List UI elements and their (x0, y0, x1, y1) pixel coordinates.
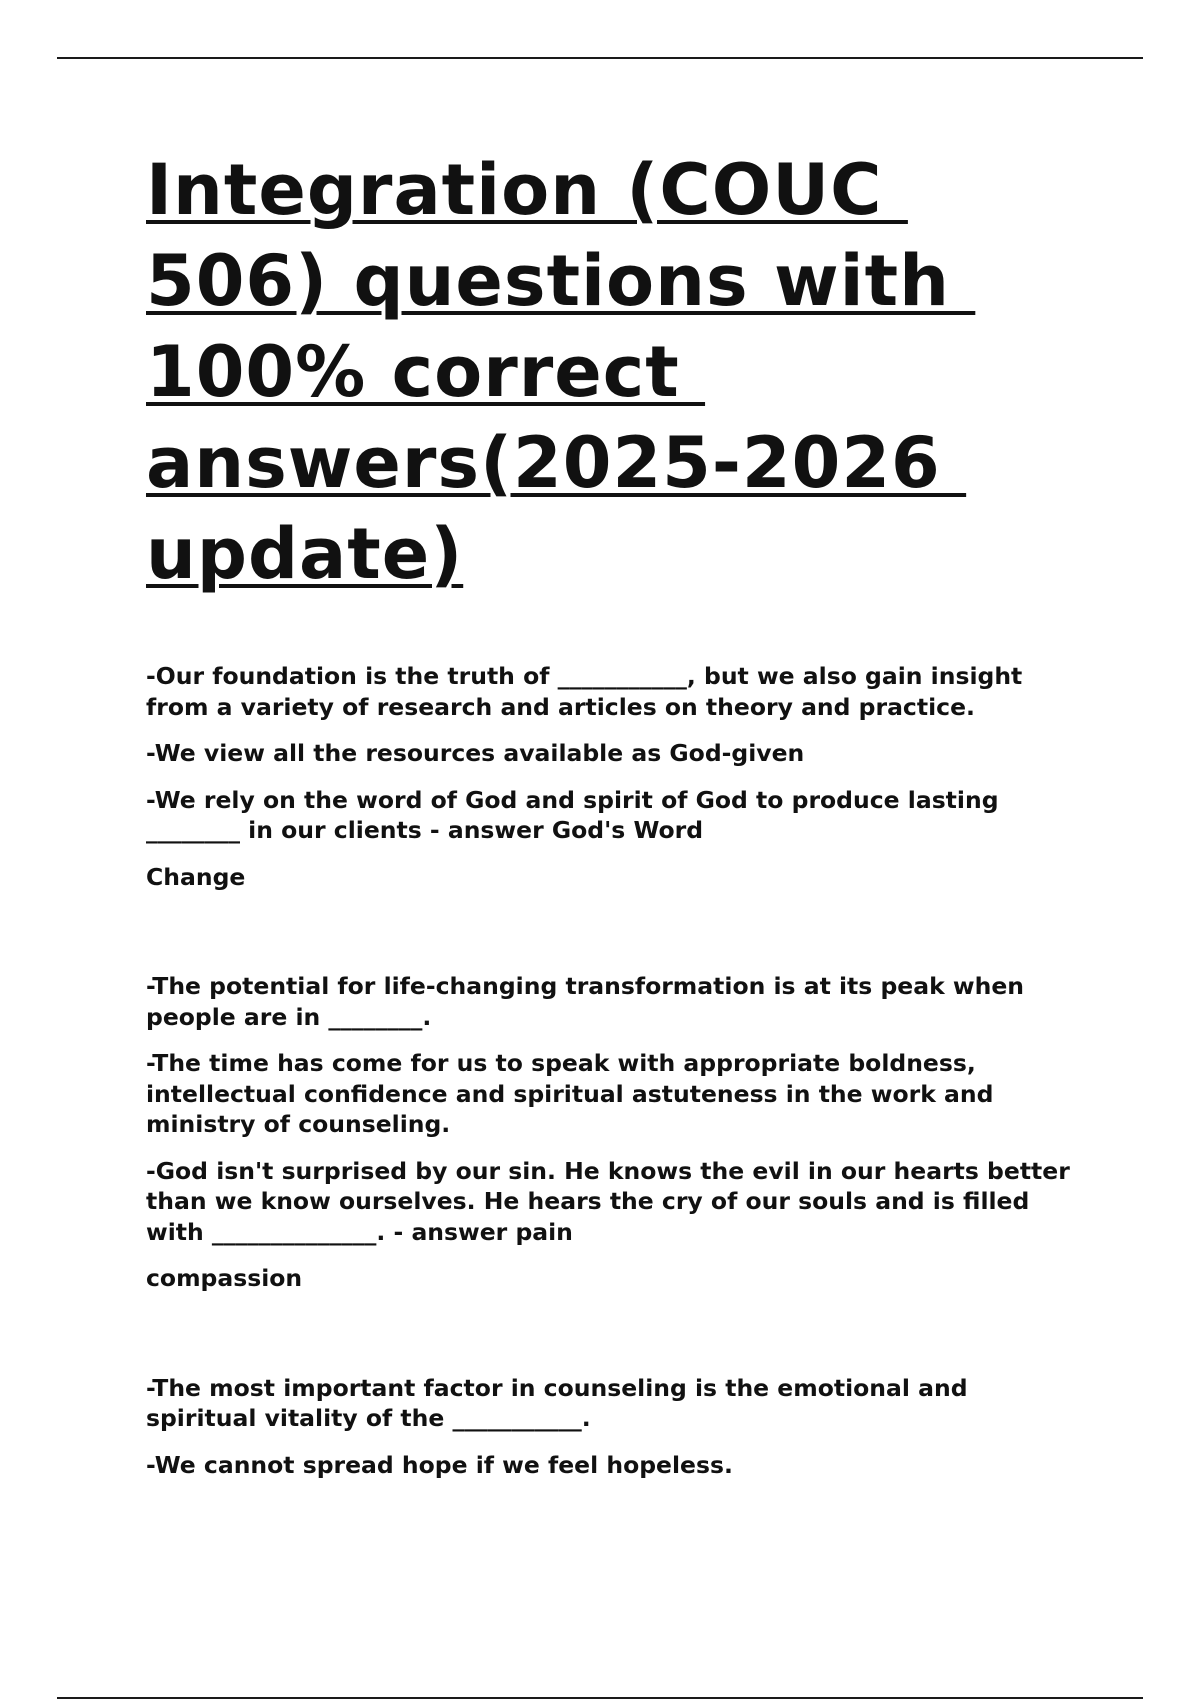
title-line: update) (146, 513, 464, 595)
block-spacer (146, 1310, 1086, 1373)
question-paragraph: -We rely on the word of God and spirit of God to produce lasting ________ in our clients - answer God's Word (146, 785, 999, 844)
bottom-rule (57, 1697, 1143, 1699)
title-line: answers(2025-2026 (146, 422, 967, 504)
page-title (146, 145, 1046, 600)
top-rule (57, 57, 1143, 59)
qa-block-3 (146, 1373, 1086, 1481)
answer-text: Change (146, 862, 246, 891)
title-line: 506) questions with (146, 240, 976, 322)
question-paragraph: -God isn't surprised by our sin. He knows the evil in our hearts better than we know ourselves. He hears the cry of our souls and is filled with ______________. - answer pain (146, 1156, 1070, 1246)
question-paragraph: -The time has come for us to speak with appropriate boldness, intellectual confidence and spiritual astuteness in the work and ministry of counseling. (146, 1049, 994, 1138)
block-spacer (146, 908, 1086, 971)
qa-block-1 (146, 661, 1086, 892)
question-paragraph: -Our foundation is the truth of ___________, but we also gain insight from a variety of research and articles on theory and practice. (146, 662, 1023, 721)
answer-text: compassion (146, 1264, 303, 1292)
question-paragraph: -The most important factor in counseling is the emotional and spiritual vitality of the ___________. (146, 1373, 968, 1432)
question-paragraph: -We view all the resources available as God-given (146, 739, 805, 767)
document-body (146, 661, 1086, 1496)
qa-block-2 (146, 971, 1086, 1294)
question-paragraph: -The potential for life-changing transformation is at its peak when people are in ________. (146, 972, 1024, 1031)
title-line: 100% correct (146, 331, 706, 413)
title-line: Integration (COUC (146, 149, 908, 231)
question-paragraph: -We cannot spread hope if we feel hopeless. (146, 1450, 733, 1479)
